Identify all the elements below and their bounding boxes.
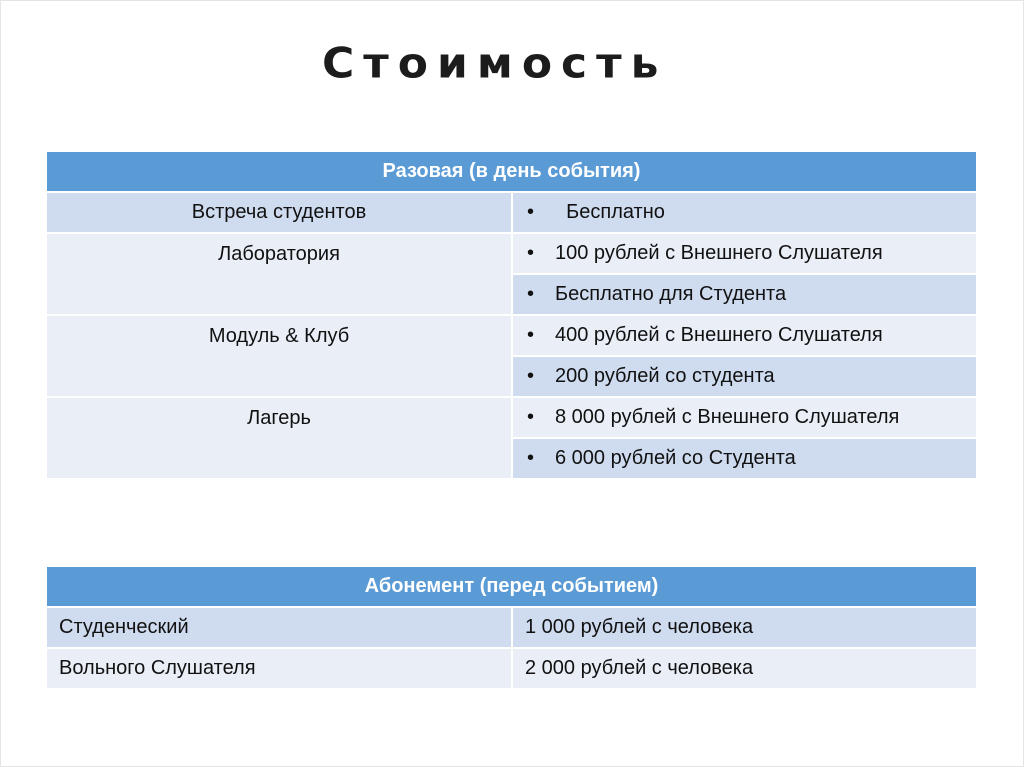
price-cell: 2 000 рублей с человека	[513, 649, 976, 690]
price-cell: • 200 рублей со студента	[513, 357, 976, 398]
price-cell: • 6 000 рублей со Студента	[513, 439, 976, 480]
slide-title: Стоимость	[322, 39, 668, 88]
price-cell: • 8 000 рублей с Внешнего Слушателя	[513, 398, 976, 439]
table-row	[47, 398, 976, 439]
table-row	[47, 608, 976, 649]
event-name: Модуль & Клуб	[47, 316, 513, 398]
subscription-name: Студенческий	[47, 608, 513, 649]
price-cell: 1 000 рублей с человека	[513, 608, 976, 649]
subscription-price-table	[47, 567, 976, 690]
table-row	[47, 193, 976, 234]
price-cell: • Бесплатно	[513, 193, 976, 234]
table-row	[47, 649, 976, 690]
table-row	[47, 316, 976, 357]
event-name: Лагерь	[47, 398, 513, 480]
event-name: Лаборатория	[47, 234, 513, 316]
price-cell: • Бесплатно для Студента	[513, 275, 976, 316]
price-cell: • 100 рублей с Внешнего Слушателя	[513, 234, 976, 275]
price-cell: • 400 рублей с Внешнего Слушателя	[513, 316, 976, 357]
subscription-name: Вольного Слушателя	[47, 649, 513, 690]
event-name: Встреча студентов	[47, 193, 513, 234]
table-header: Разовая (в день события)	[47, 152, 976, 193]
one-time-price-table	[47, 152, 976, 480]
table-header: Абонемент (перед событием)	[47, 567, 976, 608]
table-row	[47, 234, 976, 275]
